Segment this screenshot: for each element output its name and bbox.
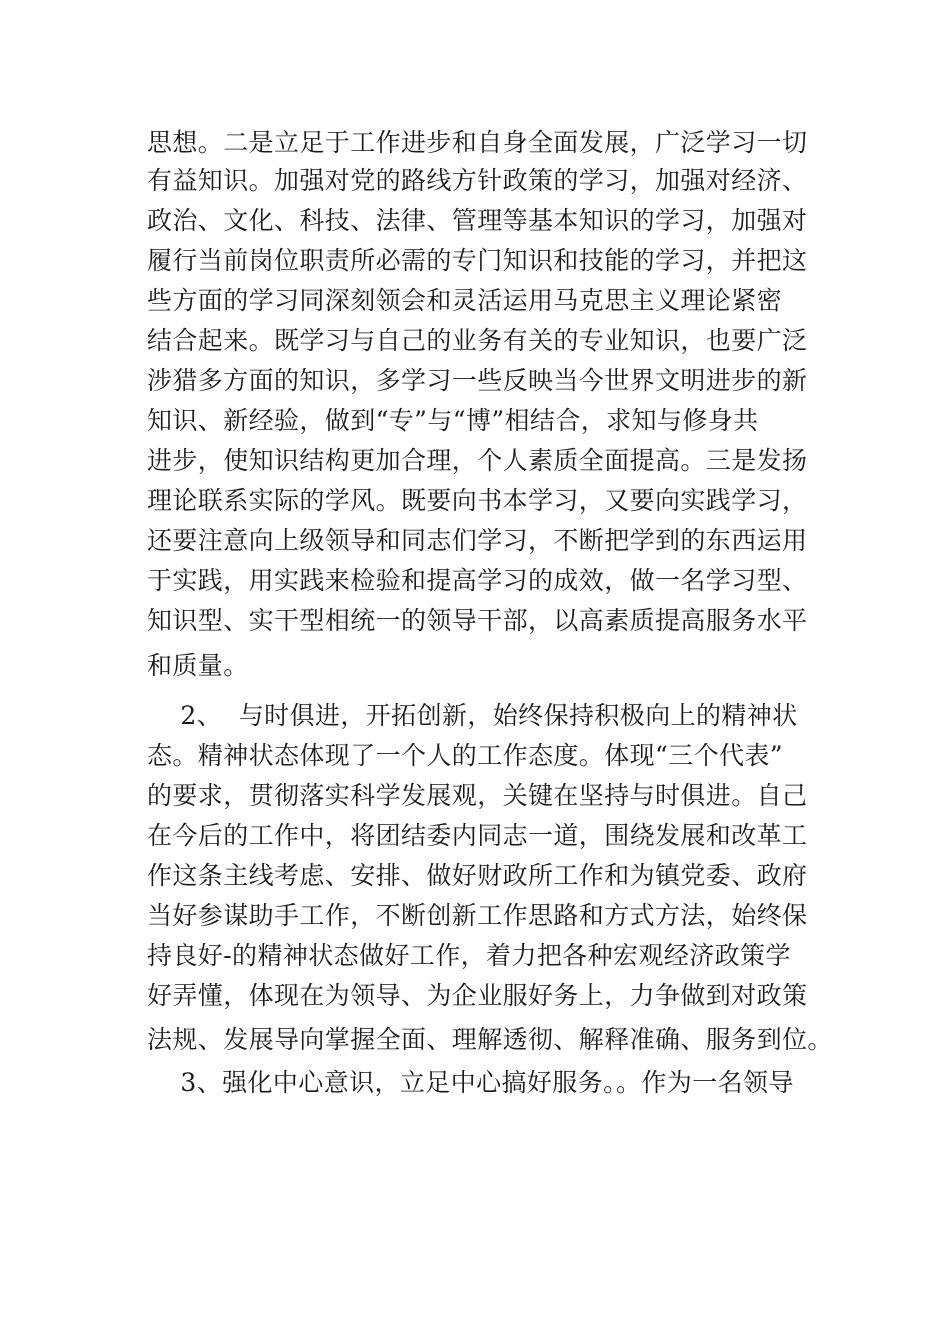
text-line: 于实践，用实践来检验和提高学习的成效，做一名学习型、 [147,566,808,595]
text-line: 涉猎多方面的知识，多学习一些反映当今世界文明进步的新 [147,366,808,395]
text-line: 在今后的工作中，将团结委内同志一道，围绕发展和改革工 [147,821,808,850]
text-line: 作这条主线考虑、安排、做好财政所工作和为镇党委、政府 [147,861,808,890]
text-line: 态。精神状态体现了一个人的工作态度。体现“三个代表” [147,741,783,770]
text-line: 2、 与时俱进，开拓创新，始终保持积极向上的精神状 [147,701,798,730]
text-line: 思想。二是立足于工作进步和自身全面发展，广泛学习一切 [147,128,808,157]
text-line: 些方面的学习同深刻领会和灵活运用马克思主义理论紧密 [147,286,783,315]
text-line: 理论联系实际的学风。既要向书本学习，又要向实践学习， [147,486,808,515]
text-line: 结合起来。既学习与自己的业务有关的专业知识，也要广泛 [147,326,808,355]
text-line: 履行当前岗位职责所必需的专门知识和技能的学习，并把这 [147,246,808,275]
text-line: 知识型、实干型相统一的领导干部，以高素质提高服务水平 [147,606,808,635]
text-line: 还要注意向上级领导和同志们学习，不断把学到的东西运用 [147,526,808,555]
text-line: 好弄懂，体现在为领导、为企业服好务上，力争做到对政策 [147,981,808,1010]
text-line: 政治、文化、科技、法律、管理等基本知识的学习，加强对 [147,206,808,235]
text-line: 3、强化中心意识，立足中心搞好服务。。作为一名领导 [147,1068,794,1097]
text-line: 持良好-的精神状态做好工作，着力把各种宏观经济政策学 [147,941,791,970]
text-line: 有益知识。加强对党的路线方针政策的学习，加强对经济、 [147,166,808,195]
text-line: 和质量。 [147,651,249,680]
text-line: 法规、发展导向掌握全面、理解透彻、解释准确、服务到位。 [147,1025,833,1054]
text-line: 当好参谋助手工作，不断创新工作思路和方式方法，始终保 [147,901,808,930]
text-line: 知识、新经验，做到“专”与“博”相结合，求知与修身共 [147,406,759,435]
text-line: 的要求，贯彻落实科学发展观，关键在坚持与时俱进。自己 [147,781,808,810]
text-line: 进步，使知识结构更加合理，个人素质全面提高。三是发扬 [147,446,808,475]
